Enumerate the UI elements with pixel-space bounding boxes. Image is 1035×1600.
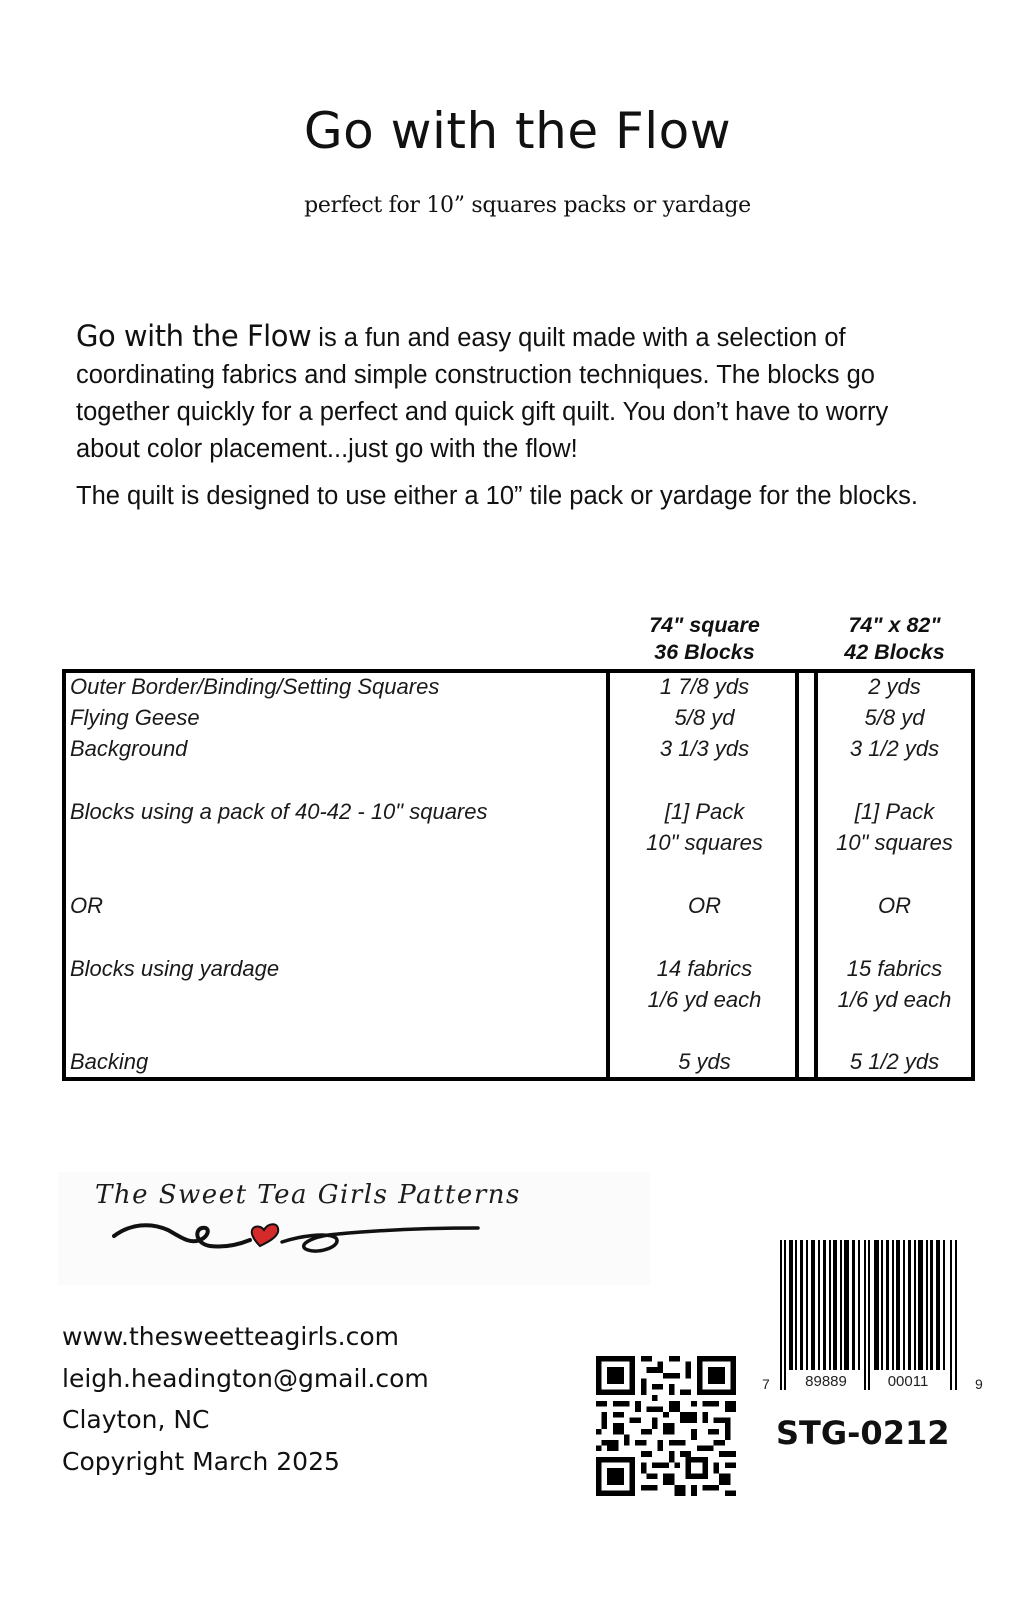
intro-brand-name: Go with the Flow (76, 319, 312, 353)
brand-logo-text: The Sweet Tea Girls Patterns (95, 1180, 521, 1210)
row-value-rectangle: 15 fabrics (846, 956, 943, 981)
contact-info (62, 1316, 429, 1482)
intro-paragraph-1 (76, 318, 956, 468)
row-value-rectangle: 5/8 yd (864, 705, 925, 730)
copyright-text: Copyright March 2025 (62, 1446, 340, 1476)
column-header-size: 74" x 82" (848, 613, 941, 637)
row-value-square: 5 yds (678, 1049, 731, 1074)
row-value-square: [1] Pack (664, 799, 745, 824)
intro-paragraph-1-text: is a fun and easy quilt made with a selection of coordinating fabrics and simple construction techniques. The blocks go together quickly for a perfect and quick gift quilt. You don’t have to worry about color placement...just go with the flow! (76, 324, 889, 463)
row-label: Blocks using yardage (70, 956, 280, 981)
barcode-right-group: 00011 (875, 1373, 941, 1390)
column-header-rectangle (818, 612, 971, 666)
row-value-rectangle: [1] Pack (854, 799, 935, 824)
row-value-square: 5/8 yd (674, 705, 735, 730)
barcode-lead-digit: 7 (762, 1376, 770, 1392)
barcode-check-digit: 9 (975, 1376, 983, 1392)
intro-paragraph-2: The quilt is designed to use either a 10” tile pack or yardage for the blocks. (76, 482, 918, 510)
row-value-rectangle: 2 yds (868, 674, 921, 699)
row-value-rectangle: 10" squares (836, 830, 953, 855)
row-value-square: 1/6 yd each (647, 987, 762, 1012)
row-label: Blocks using a pack of 40-42 - 10" squares (70, 799, 488, 824)
location-text: Clayton, NC (62, 1405, 210, 1434)
column-header-blocks: 42 Blocks (844, 640, 945, 664)
row-value-square: 1 7/8 yds (659, 674, 750, 699)
qr-code-icon[interactable] (596, 1356, 736, 1496)
row-label: Backing (70, 1049, 149, 1074)
row-label: Outer Border/Binding/Setting Squares (70, 674, 440, 699)
row-value-square: OR (688, 893, 721, 918)
column-header-size: 74" square (649, 613, 760, 637)
row-label: Flying Geese (70, 705, 200, 730)
row-label: Background (70, 736, 188, 761)
heart-swirl-icon (110, 1218, 490, 1258)
row-value-square: 14 fabrics (656, 956, 753, 981)
pattern-subtitle: perfect for 10” squares packs or yardage (304, 193, 751, 218)
column-header-square (612, 612, 797, 666)
table-divider (606, 669, 610, 1081)
website-link[interactable]: www.thesweetteagirls.com (62, 1322, 399, 1351)
barcode-left-group: 89889 (790, 1373, 862, 1390)
row-value-rectangle: OR (878, 893, 911, 918)
column-header-blocks: 36 Blocks (654, 640, 755, 664)
barcode-icon (778, 1240, 968, 1390)
pattern-title: Go with the Flow (303, 102, 732, 160)
row-value-rectangle: 1/6 yd each (837, 987, 952, 1012)
row-value-square: 10" squares (646, 830, 763, 855)
email-link[interactable]: leigh.headington@gmail.com (62, 1363, 429, 1393)
product-sku: STG-0212 (776, 1414, 950, 1452)
row-value-rectangle: 3 1/2 yds (849, 736, 940, 761)
row-label: OR (70, 893, 103, 918)
intro-text (76, 318, 956, 515)
row-value-square: 3 1/3 yds (659, 736, 750, 761)
row-value-rectangle: 5 1/2 yds (849, 1049, 940, 1074)
